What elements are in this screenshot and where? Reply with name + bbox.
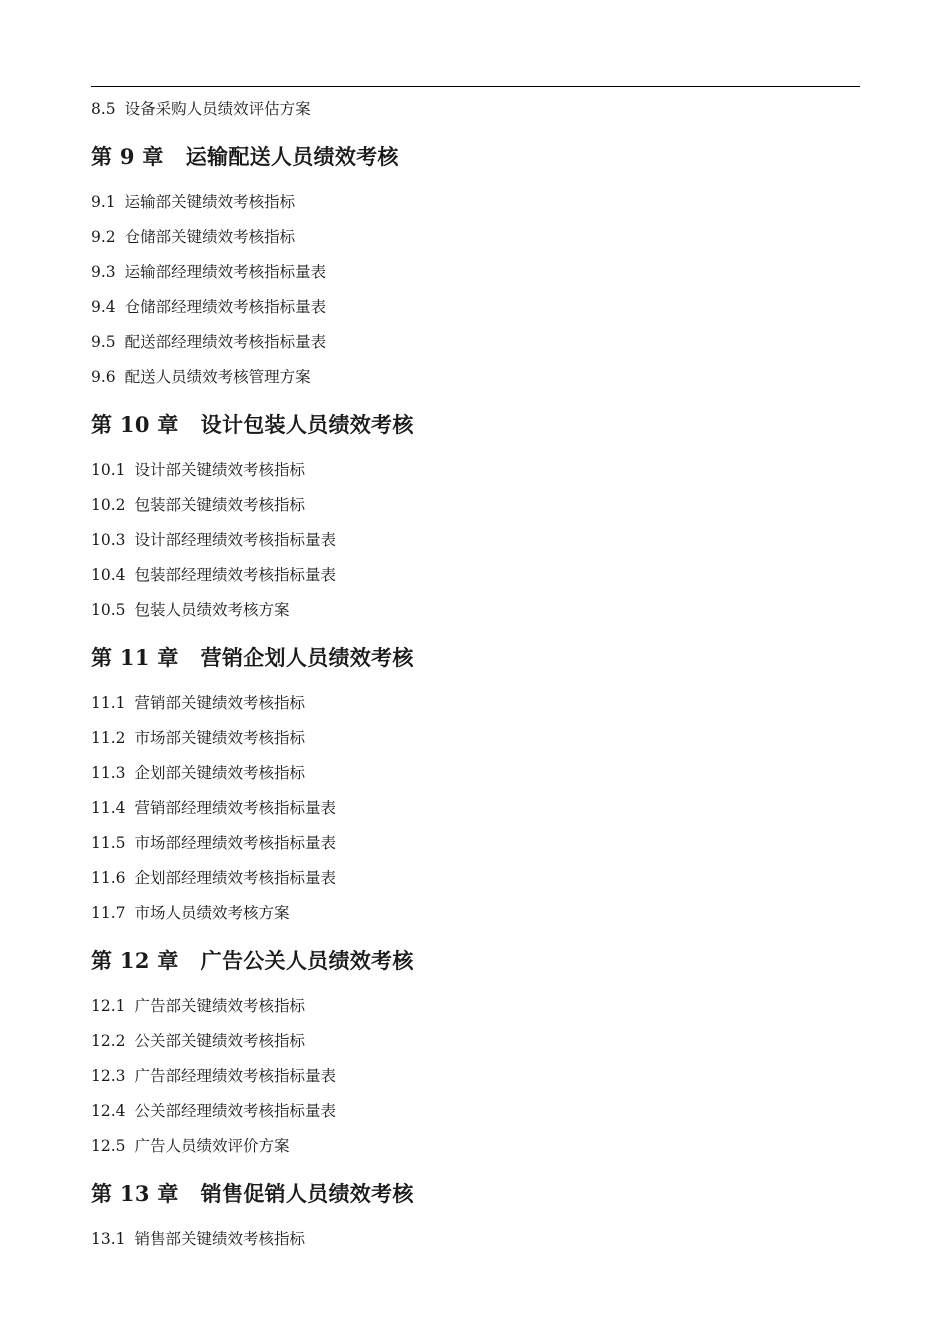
section-title: 仓储部经理绩效考核指标量表 xyxy=(124,298,327,316)
section-title: 企划部关键绩效考核指标 xyxy=(134,764,306,782)
toc-entry xyxy=(91,92,860,127)
section-title: 设备采购人员绩效评估方案 xyxy=(124,100,311,118)
toc-entry xyxy=(91,826,860,861)
section-title: 广告人员绩效评价方案 xyxy=(134,1137,290,1155)
toc-entry xyxy=(91,721,860,756)
section-title: 运输部经理绩效考核指标量表 xyxy=(124,263,327,281)
section-title: 市场人员绩效考核方案 xyxy=(134,904,290,922)
toc-entry xyxy=(91,989,860,1024)
section-number: 11.2 xyxy=(91,729,126,747)
section-number: 9.2 xyxy=(91,228,116,246)
chapter-number: 第 10 章 xyxy=(91,412,179,437)
toc-entry xyxy=(91,325,860,360)
section-title: 配送部经理绩效考核指标量表 xyxy=(124,333,327,351)
section-number: 9.3 xyxy=(91,263,116,281)
section-title: 广告部经理绩效考核指标量表 xyxy=(134,1067,337,1085)
chapter-heading xyxy=(91,397,860,453)
section-number: 10.3 xyxy=(91,531,126,549)
section-number: 11.1 xyxy=(91,694,126,712)
chapter-title: 销售促销人员绩效考核 xyxy=(200,1181,414,1206)
toc-entry xyxy=(91,1024,860,1059)
section-number: 11.5 xyxy=(91,834,126,852)
chapter-heading xyxy=(91,933,860,989)
section-title: 设计部关键绩效考核指标 xyxy=(134,461,306,479)
toc-entry xyxy=(91,290,860,325)
section-title: 配送人员绩效考核管理方案 xyxy=(124,368,311,386)
section-title: 公关部经理绩效考核指标量表 xyxy=(134,1102,337,1120)
section-number: 12.2 xyxy=(91,1032,126,1050)
toc-entry xyxy=(91,220,860,255)
toc-entry xyxy=(91,360,860,395)
section-title: 营销部经理绩效考核指标量表 xyxy=(134,799,337,817)
chapter-heading xyxy=(91,630,860,686)
section-number: 9.1 xyxy=(91,193,116,211)
section-number: 12.5 xyxy=(91,1137,126,1155)
section-title: 企划部经理绩效考核指标量表 xyxy=(134,869,337,887)
chapter-title: 广告公关人员绩效考核 xyxy=(200,948,414,973)
toc-entry xyxy=(91,1094,860,1129)
section-number: 11.3 xyxy=(91,764,126,782)
toc-entry xyxy=(91,453,860,488)
section-title: 公关部关键绩效考核指标 xyxy=(134,1032,306,1050)
section-number: 10.1 xyxy=(91,461,126,479)
section-number: 8.5 xyxy=(91,100,116,118)
section-number: 11.7 xyxy=(91,904,126,922)
section-number: 10.2 xyxy=(91,496,126,514)
section-title: 包装人员绩效考核方案 xyxy=(134,601,290,619)
chapter-title: 设计包装人员绩效考核 xyxy=(200,412,414,437)
toc-entry xyxy=(91,185,860,220)
chapter-number: 第 9 章 xyxy=(91,144,164,169)
toc-entry xyxy=(91,593,860,628)
chapter-heading xyxy=(91,1166,860,1222)
section-number: 10.4 xyxy=(91,566,126,584)
section-number: 9.5 xyxy=(91,333,116,351)
toc-entry xyxy=(91,791,860,826)
section-number: 10.5 xyxy=(91,601,126,619)
chapter-title: 运输配送人员绩效考核 xyxy=(185,144,399,169)
toc-entry xyxy=(91,255,860,290)
section-number: 12.4 xyxy=(91,1102,126,1120)
toc-entry xyxy=(91,1129,860,1164)
section-title: 市场部关键绩效考核指标 xyxy=(134,729,306,747)
section-number: 12.1 xyxy=(91,997,126,1015)
chapter-number: 第 12 章 xyxy=(91,948,179,973)
section-title: 设计部经理绩效考核指标量表 xyxy=(134,531,337,549)
section-number: 11.6 xyxy=(91,869,126,887)
section-title: 广告部关键绩效考核指标 xyxy=(134,997,306,1015)
section-title: 包装部关键绩效考核指标 xyxy=(134,496,306,514)
toc-entry xyxy=(91,756,860,791)
toc-entry xyxy=(91,488,860,523)
header-rule xyxy=(91,86,860,87)
toc-entry xyxy=(91,1222,860,1257)
section-title: 市场部经理绩效考核指标量表 xyxy=(134,834,337,852)
toc-entry xyxy=(91,861,860,896)
toc-entry xyxy=(91,896,860,931)
section-number: 12.3 xyxy=(91,1067,126,1085)
section-title: 运输部关键绩效考核指标 xyxy=(124,193,296,211)
section-title: 销售部关键绩效考核指标 xyxy=(134,1230,306,1248)
toc-entry xyxy=(91,1059,860,1094)
section-title: 营销部关键绩效考核指标 xyxy=(134,694,306,712)
section-title: 包装部经理绩效考核指标量表 xyxy=(134,566,337,584)
section-title: 仓储部关键绩效考核指标 xyxy=(124,228,296,246)
chapter-number: 第 13 章 xyxy=(91,1181,179,1206)
chapter-heading xyxy=(91,129,860,185)
table-of-contents xyxy=(91,92,860,1257)
section-number: 9.6 xyxy=(91,368,116,386)
section-number: 13.1 xyxy=(91,1230,126,1248)
section-number: 11.4 xyxy=(91,799,126,817)
toc-entry xyxy=(91,686,860,721)
section-number: 9.4 xyxy=(91,298,116,316)
chapter-title: 营销企划人员绩效考核 xyxy=(200,645,414,670)
toc-entry xyxy=(91,523,860,558)
chapter-number: 第 11 章 xyxy=(91,645,179,670)
toc-entry xyxy=(91,558,860,593)
